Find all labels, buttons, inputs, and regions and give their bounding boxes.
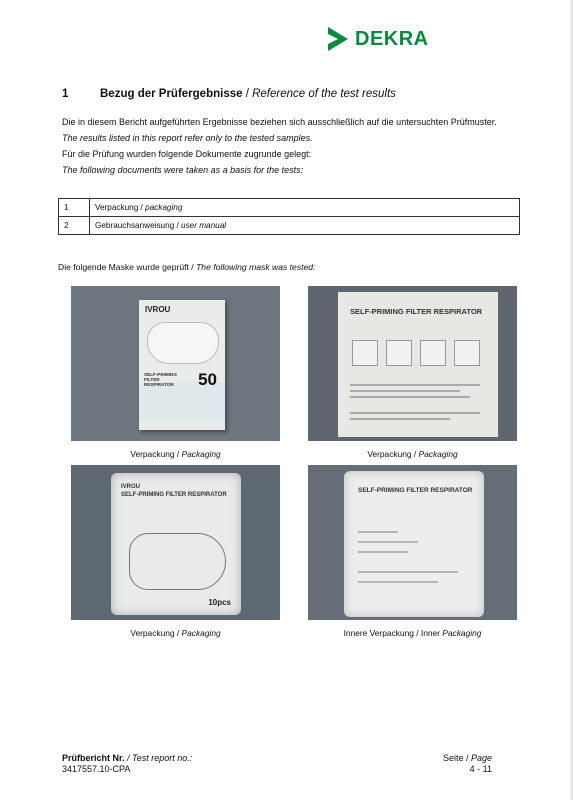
section-separator: / — [242, 88, 253, 100]
paragraph-results-de: Die in diesem Bericht aufgeführten Ergebnisse beziehen sich ausschließlich auf die untersuchten Prüfmuster. — [62, 117, 497, 127]
text-line — [350, 418, 450, 420]
row-number: 2 — [59, 217, 90, 235]
text-line — [358, 571, 458, 573]
text-line — [350, 396, 470, 398]
section-title-en: Reference of the test results — [252, 88, 396, 100]
dekra-logo-icon — [326, 26, 350, 52]
dekra-logo — [326, 24, 429, 54]
logo-text: DEKRA — [355, 27, 429, 50]
page-number: 4 - 11 — [469, 764, 492, 774]
back-title: SELF-PRIMING FILTER RESPIRATOR — [350, 307, 483, 316]
caption-en: Packaging — [442, 628, 482, 638]
box-count: 50 — [198, 370, 217, 389]
table-row — [59, 199, 520, 217]
section-title-de: Bezug der Prüfergebnisse — [100, 88, 243, 100]
mask-intro-de: Die folgende Maske wurde geprüft / — [58, 262, 197, 272]
page-edge-shadow — [569, 0, 573, 800]
caption-de: Verpackung / — [130, 449, 182, 459]
photo-packaging-bag — [71, 465, 280, 620]
box-brand: IVROU — [145, 305, 171, 314]
caption-en: Packaging — [181, 449, 221, 459]
caption-de: Innere Verpackung / Inner — [343, 628, 443, 638]
caption-en: Packaging — [181, 628, 221, 638]
instruction-panel — [386, 340, 412, 366]
photo-packaging-box — [71, 286, 280, 441]
instruction-panel — [454, 340, 480, 366]
caption-photo-2 — [308, 449, 517, 459]
text-line — [350, 412, 480, 414]
footer-page-number — [400, 753, 492, 775]
section-heading — [62, 88, 396, 100]
document-en: user manual — [181, 221, 227, 230]
bag-title — [121, 483, 227, 499]
bag-text: SELF-PRIMING FILTER RESPIRATOR — [121, 492, 227, 498]
mask-bag — [111, 473, 241, 615]
photo-packaging-back — [308, 286, 517, 441]
section-number: 1 — [62, 88, 69, 100]
bag-brand: IVROU — [121, 484, 141, 490]
paragraph-results-en: The results listed in this report refer only to the tested samples. — [62, 133, 313, 143]
text-line — [358, 541, 418, 543]
text-line — [358, 581, 438, 583]
document-de: Verpackung — [95, 203, 139, 212]
instruction-panel — [420, 340, 446, 366]
caption-photo-1 — [71, 449, 280, 459]
report-label-de: Prüfbericht Nr. — [62, 753, 125, 763]
text-line — [350, 384, 480, 386]
report-number: 3417557.10-CPA — [62, 764, 131, 774]
instruction-panel — [352, 340, 378, 366]
report-label-en: / Test report no.: — [124, 753, 193, 763]
footer-report-number — [62, 753, 192, 775]
mask-image — [129, 533, 226, 590]
page-label: Seite / — [442, 753, 471, 763]
caption-photo-3 — [71, 628, 280, 638]
box-label: SELF-PRIMING FILTER RESPIRATOR — [144, 372, 177, 387]
text-line — [358, 551, 408, 553]
caption-photo-4 — [308, 628, 517, 638]
page-label-en: Page — [470, 753, 492, 763]
box-back-sheet — [338, 292, 498, 437]
documents-table — [58, 198, 520, 235]
paragraph-docs-en: The following documents were taken as a basis for the tests: — [62, 165, 304, 175]
inner-bag — [344, 471, 484, 617]
bag-count: 10pcs — [208, 598, 231, 607]
row-document: Verpackung / packaging — [90, 199, 520, 217]
photo-inner-packaging — [308, 465, 517, 620]
inner-bag-text: SELF-PRIMING FILTER RESPIRATOR — [358, 487, 473, 494]
row-document: Gebrauchsanweisung / user manual — [90, 217, 520, 235]
mask-intro-en: The following mask was tested: — [196, 262, 316, 272]
caption-en: Packaging — [418, 449, 458, 459]
mask-intro — [58, 262, 315, 272]
document-de: Gebrauchsanweisung — [95, 221, 175, 230]
text-line — [350, 390, 460, 392]
caption-de: Verpackung / — [367, 449, 419, 459]
mask-image — [147, 322, 219, 364]
caption-de: Verpackung / — [130, 628, 182, 638]
table-row — [59, 217, 520, 235]
mask-box — [139, 300, 225, 430]
text-line — [358, 531, 398, 533]
row-number: 1 — [59, 199, 90, 217]
document-en: packaging — [145, 203, 183, 212]
paragraph-docs-de: Für die Prüfung wurden folgende Dokumente zugrunde gelegt: — [62, 149, 312, 159]
